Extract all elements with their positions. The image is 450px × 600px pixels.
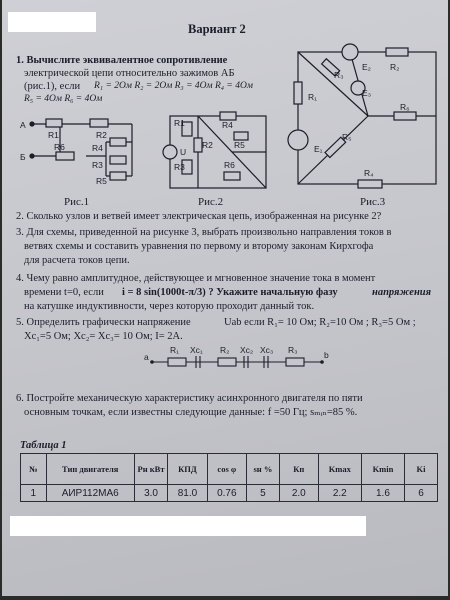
fig2-label-r4: R4 xyxy=(222,120,233,130)
fig2-label-r2: R2 xyxy=(202,140,213,150)
table-cell: 2.0 xyxy=(279,485,318,502)
header-kmin: Kmin xyxy=(361,454,404,485)
motor-data-table xyxy=(20,453,438,502)
circuit-label-b: b xyxy=(324,350,329,360)
table-cell: 1 xyxy=(21,485,47,502)
fig3-label-r6: R₆ xyxy=(400,102,410,112)
fig1-label-r2: R2 xyxy=(96,130,107,140)
fig3-label-r5: R₅ xyxy=(342,132,352,142)
circuit-label-xc1: Xc₁ xyxy=(190,345,203,355)
fig2-caption: Рис.2 xyxy=(198,196,224,208)
task-1-values-row-1: R₁ = 2Ом R₂ = 2Ом R₃ = 4Ом R₄ = 4Ом xyxy=(94,81,253,91)
paper-sheet xyxy=(2,0,448,596)
header-motor-type: Тип двигателя xyxy=(46,454,134,485)
table-cell: 5 xyxy=(246,485,279,502)
table-row xyxy=(21,485,438,502)
fig2-label-r5: R5 xyxy=(234,140,245,150)
header-efficiency: КПД xyxy=(168,454,207,485)
header-power: Pн кВт xyxy=(134,454,167,485)
table-cell: 2.2 xyxy=(318,485,361,502)
circuit-label-xc3: Xc₃ xyxy=(260,345,274,355)
table-cell: 81.0 xyxy=(168,485,207,502)
table-cell: 1.6 xyxy=(361,485,404,502)
task-1-line-3: (рис.1), если xyxy=(24,81,81,92)
fig1-label-b: Б xyxy=(20,152,26,162)
table-cell: 0.76 xyxy=(207,485,246,502)
fig1-label-r5: R5 xyxy=(96,176,107,186)
fig3-label-e1: E₁ xyxy=(314,144,323,154)
fig1-label-r4: R4 xyxy=(92,143,103,153)
fig2-label-u: U xyxy=(180,147,187,157)
circuit-label-r3: R₃ xyxy=(288,345,298,355)
page-title: Вариант 2 xyxy=(188,22,246,36)
table-header-row xyxy=(21,454,438,485)
fig3-label-r4: R₄ xyxy=(364,168,374,178)
header-cos-phi: cos φ xyxy=(207,454,246,485)
task-4-line-1: 4. Чему равно амплитудное, действующее и мгновенное значение тока в момент xyxy=(16,273,376,284)
fig1-label-r1: R1 xyxy=(48,130,59,140)
task-4-line-2-em: напряжения xyxy=(372,287,432,298)
fig3-label-e3: E₃ xyxy=(362,88,372,98)
task-3-line-1: 3. Для схемы, приведенной на рисунке 3, выбрать произвольно направления токов в xyxy=(16,227,392,238)
fig3-label-r1: R₁ xyxy=(308,92,318,102)
fig3-label-e2: E₂ xyxy=(362,62,371,72)
task-4-line-2-b: i = 8 sin(1000t-π/3) ? Укажите начальную фазу xyxy=(122,287,338,298)
task-1-line-2: электрической цепи относительно зажимов АБ xyxy=(24,68,235,79)
task-4-line-2-a: времени t=0, если xyxy=(24,287,104,298)
fig2-label-r1: R1 xyxy=(174,118,185,128)
fig2-label-r3: R3 xyxy=(174,162,185,172)
fig1-label-a: А xyxy=(20,120,26,130)
header-number: № xyxy=(21,454,47,485)
circuit-label-a: a xyxy=(144,352,149,362)
redaction-bottom xyxy=(10,516,366,536)
task-1-values-row-2: R₅ = 4Ом R₆ = 4Ом xyxy=(24,94,103,104)
task-5-line-1-b: Uab если R₁= 10 Ом; R₂=10 Ом ; R₃=5 Ом ; xyxy=(224,317,416,328)
fig1-caption: Рис.1 xyxy=(64,196,90,208)
task-5-line-1-a: 5. Определить графически напряжение xyxy=(16,317,191,328)
task-1-line-1: 1. Вычислите эквивалентное сопротивление xyxy=(16,55,228,66)
fig3-label-r2: R₂ xyxy=(390,62,400,72)
header-slip: sн % xyxy=(246,454,279,485)
task-6-line-2: основным точкам, если известны следующие данные: f =50 Гц; sₘᵢₙ=85 %. xyxy=(24,407,358,418)
fig3-caption: Рис.3 xyxy=(360,196,386,208)
table-cell: 3.0 xyxy=(134,485,167,502)
task-6-line-1: 6. Постройте механическую характеристику асинхронного двигателя по пяти xyxy=(16,393,363,404)
fig3-label-r3: R₃ xyxy=(334,70,344,80)
fig2-label-r6: R6 xyxy=(224,160,235,170)
header-ki: Ki xyxy=(405,454,438,485)
task-3-line-3: для расчета токов цепи. xyxy=(24,255,130,266)
fig1-label-r3: R3 xyxy=(92,160,103,170)
task-5-circuit xyxy=(2,0,448,400)
circuit-label-r2: R₂ xyxy=(220,345,230,355)
fig1-label-r6: R6 xyxy=(54,142,65,152)
header-kmax: Kmax xyxy=(318,454,361,485)
task-3-line-2: ветвях схемы и составить уравнения по первому и второму законам Кирхгофа xyxy=(24,241,374,252)
task-4-line-3: на катушке индуктивности, через которую проходит данный ток. xyxy=(24,301,315,312)
motor-data-table-block xyxy=(20,440,438,502)
circuit-label-xc2: Xc₂ xyxy=(240,345,254,355)
header-kp: Кп xyxy=(279,454,318,485)
table-title: Таблица 1 xyxy=(20,440,67,451)
task-5-line-2: Xc₁=5 Ом; Xc₂= Xc₃= 10 Ом; I= 2A. xyxy=(24,331,183,342)
task-2: 2. Сколько узлов и ветвей имеет электрическая цепь, изображенная на рисунке 2? xyxy=(16,211,382,222)
table-cell: 6 xyxy=(405,485,438,502)
table-cell: АИР112МА6 xyxy=(46,485,134,502)
circuit-label-r1: R₁ xyxy=(170,345,180,355)
